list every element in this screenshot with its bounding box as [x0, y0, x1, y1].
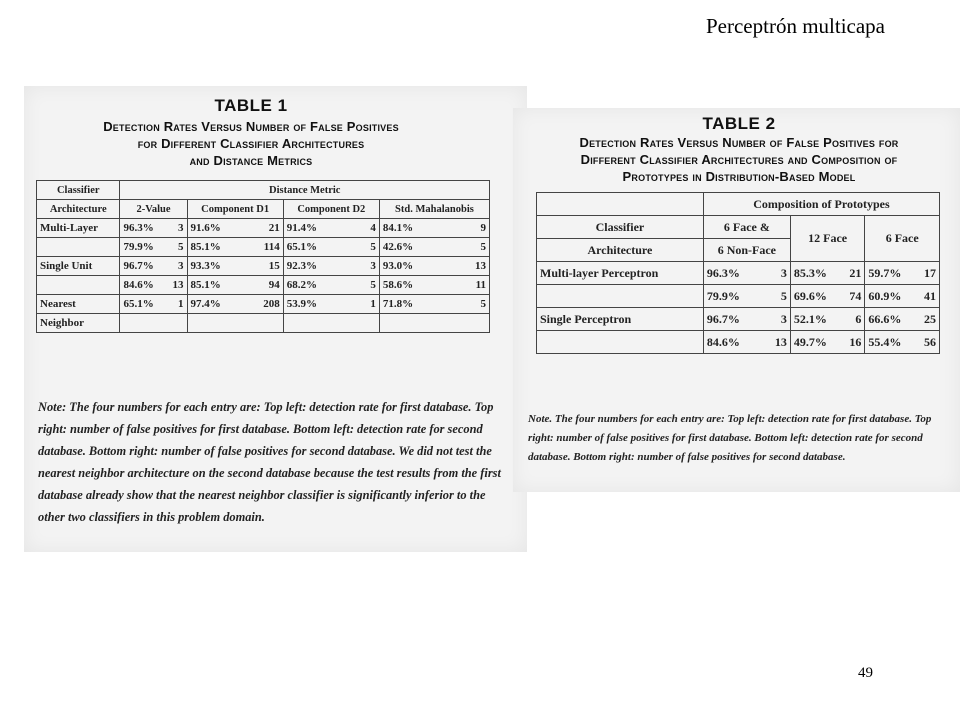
row-architecture [37, 276, 120, 295]
cell-count: 9 [480, 222, 486, 234]
cell-count: 41 [924, 288, 936, 303]
cell-count: 56 [924, 334, 936, 349]
row-architecture: Single Unit [37, 257, 120, 276]
table-1 [18, 96, 486, 329]
table-2-column-header: 6 Face & [703, 216, 790, 239]
table-1-column-header: Component D2 [283, 200, 379, 219]
cell-count: 21 [849, 265, 862, 280]
cell-count: 3 [178, 222, 184, 234]
cell-count: 1 [178, 298, 184, 310]
table-1-caption-line-2: for Different Classifier Architectures [137, 136, 365, 151]
table-2-column-header: 12 Face [790, 216, 865, 262]
cell-count: 13 [475, 260, 486, 272]
cell-count: 5 [178, 241, 184, 253]
cell-rate: 79.9% [123, 241, 154, 253]
table-2-note: Note. The four numbers for each entry are: Top left: detection rate for first database. Top right: number of false positives for first database. Bottom left: detection rate for second database. Bottom right: number of false positives for second database. [528, 413, 932, 463]
table-2-column-header: 6 Non-Face [703, 239, 790, 262]
row-architecture [537, 331, 704, 354]
table-2-header-composition: Composition of Prototypes [703, 193, 939, 216]
cell-count: 17 [924, 265, 936, 280]
table-2-caption-line-1: Detection Rates Versus Number of False Positives for [579, 135, 899, 150]
table-row [537, 308, 940, 331]
cell-count: 21 [268, 222, 280, 234]
cell-rate: 84.6% [123, 279, 154, 291]
cell-rate: 79.9% [706, 288, 740, 303]
table-1-label: TABLE 1 [214, 96, 288, 115]
table-1-header-distance-metric: Distance Metric [120, 181, 490, 200]
cell-rate: 69.6% [793, 288, 827, 303]
table-1-header-architecture: Architecture [37, 200, 120, 219]
table-1-column-header: Component D1 [187, 200, 283, 219]
table-row [37, 314, 490, 333]
cell-rate: 85.1% [190, 279, 221, 291]
cell-count: 3 [780, 311, 787, 326]
cell-rate: 65.1% [286, 241, 317, 253]
table-2-header-classifier: Classifier [537, 216, 704, 239]
table-2 [524, 114, 954, 349]
cell-rate: 97.4% [190, 298, 221, 310]
cell-rate: 58.6% [382, 279, 414, 291]
table-row [37, 276, 490, 295]
cell-rate: 52.1% [793, 311, 827, 326]
cell-rate: 84.6% [706, 334, 740, 349]
row-architecture [37, 238, 120, 257]
cell-count: 16 [849, 334, 862, 349]
table-2-caption-line-2: Different Classifier Architectures and Composition of [580, 152, 898, 167]
cell-count: 6 [855, 311, 862, 326]
table-row [37, 295, 490, 314]
row-architecture: Nearest [37, 295, 120, 314]
row-architecture: Single Perceptron [537, 308, 704, 331]
table-row [537, 262, 940, 285]
page-number: 49 [858, 665, 873, 681]
cell-rate: 53.9% [286, 298, 317, 310]
cell-rate: 65.1% [123, 298, 154, 310]
cell-rate: 59.7% [868, 265, 902, 280]
cell-rate: 68.2% [286, 279, 317, 291]
cell-count: 5 [370, 241, 376, 253]
cell-rate: 91.6% [190, 222, 221, 234]
table-2-column-header: 6 Face [865, 216, 940, 262]
cell-count: 114 [263, 241, 280, 253]
row-architecture: Multi-layer Perceptron [537, 262, 704, 285]
cell-count: 3 [780, 265, 787, 280]
table-1-grid [36, 180, 490, 333]
row-architecture [537, 285, 704, 308]
table-row [37, 257, 490, 276]
cell-count: 15 [268, 260, 280, 272]
cell-count: 5 [780, 288, 787, 303]
cell-rate: 84.1% [382, 222, 414, 234]
cell-rate: 66.6% [868, 311, 902, 326]
cell-rate: 96.3% [706, 265, 740, 280]
table-2-grid [536, 192, 940, 354]
table-1-column-header: Std. Mahalanobis [379, 200, 489, 219]
cell-count: 13 [774, 334, 787, 349]
cell-rate: 91.4% [286, 222, 317, 234]
table-row [37, 219, 490, 238]
row-architecture: Neighbor [37, 314, 120, 333]
cell-count: 1 [370, 298, 376, 310]
cell-count: 3 [178, 260, 184, 272]
cell-rate: 85.3% [793, 265, 827, 280]
table-2-header-architecture: Architecture [537, 239, 704, 262]
cell-rate: 92.3% [286, 260, 317, 272]
table-1-note: Note: The four numbers for each entry are: Top left: detection rate for first database. Top right: number of false positives for first database. Bottom left: detection rate for second database. Bottom right: number of false positives for second database. We did not test the nearest neighbor architecture on the second database because the test results from the first database already show that the nearest neighbor classifier is significantly inferior to the other two classifiers in this problem domain. [38, 400, 501, 524]
cell-count: 5 [370, 279, 376, 291]
cell-rate: 96.7% [123, 260, 154, 272]
cell-rate: 93.3% [190, 260, 221, 272]
cell-rate: 96.7% [706, 311, 740, 326]
table-1-column-header: 2-Value [120, 200, 187, 219]
cell-count: 94 [268, 279, 280, 291]
slide-title: Perceptrón multicapa [705, 14, 885, 38]
table-2-header-blank [537, 193, 704, 216]
table-2-caption-line-3: Prototypes in Distribution-Based Model [622, 169, 856, 184]
cell-rate: 93.0% [382, 260, 414, 272]
cell-count: 208 [263, 298, 280, 310]
cell-rate: 55.4% [868, 334, 902, 349]
table-1-header-classifier: Classifier [37, 181, 120, 200]
cell-rate: 42.6% [382, 241, 414, 253]
cell-count: 13 [172, 279, 184, 291]
table-row [537, 331, 940, 354]
table-2-label: TABLE 2 [702, 114, 776, 133]
cell-rate: 71.8% [382, 298, 414, 310]
cell-count: 74 [849, 288, 862, 303]
cell-count: 3 [370, 260, 376, 272]
cell-rate: 60.9% [868, 288, 902, 303]
cell-count: 25 [924, 311, 936, 326]
cell-count: 4 [370, 222, 376, 234]
cell-rate: 85.1% [190, 241, 221, 253]
row-architecture: Multi-Layer [37, 219, 120, 238]
table-row [37, 238, 490, 257]
cell-count: 5 [480, 298, 486, 310]
table-1-caption-line-1: Detection Rates Versus Number of False Positives [103, 119, 399, 134]
cell-rate: 96.3% [123, 222, 154, 234]
cell-rate: 49.7% [793, 334, 827, 349]
table-1-caption-line-3: and Distance Metrics [189, 153, 313, 168]
table-row [537, 285, 940, 308]
cell-count: 11 [475, 279, 486, 291]
cell-count: 5 [480, 241, 486, 253]
